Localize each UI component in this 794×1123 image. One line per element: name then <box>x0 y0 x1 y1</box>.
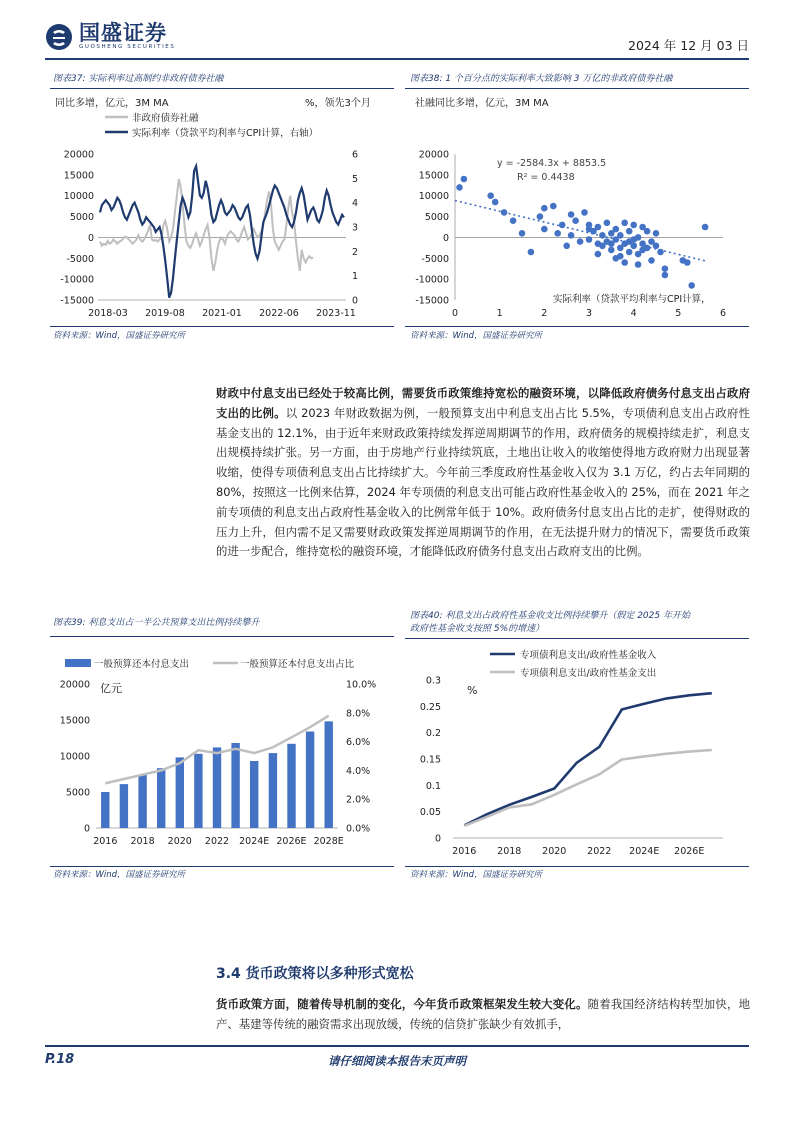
fig37-x-tick-2: 2021-01 <box>202 308 242 319</box>
fig39-bar-0 <box>101 792 109 828</box>
fig37-left-tick-6: 15000 <box>63 170 94 182</box>
fig38-x-tick-6: 6 <box>719 308 727 319</box>
fig37-chart <box>50 92 395 324</box>
fig38-point-14 <box>568 211 575 218</box>
fig40-title-line2: 政府性基金收支按照 5%的增速） <box>410 624 545 634</box>
fig38-point-61 <box>595 240 602 247</box>
fig39-bar-1 <box>120 784 128 828</box>
fig37-source-rule <box>50 326 394 327</box>
fig40-chart <box>405 642 750 864</box>
fig38-point-65 <box>608 240 615 247</box>
fig39-x-tick-12: 2028E <box>313 836 344 847</box>
fig39-left-tick-2: 10000 <box>59 751 90 763</box>
fig39-legend-label-1: 一般预算还本付息支出占比 <box>240 659 355 670</box>
fig37-left-tick-0: -15000 <box>60 295 94 307</box>
fig37-x-tick-3: 2022-06 <box>259 308 299 319</box>
fig37-title-rule <box>50 88 394 89</box>
fig37-left-tick-7: 20000 <box>63 149 94 161</box>
fig39-right-tick-3: 6.0% <box>346 737 371 749</box>
fig40-y-tick-4: 0.2 <box>425 728 441 740</box>
fig37-left-tick-2: -5000 <box>66 253 94 265</box>
fig40-x-tick-4: 2020 <box>542 846 567 857</box>
fig38-y-tick-6: 15000 <box>418 170 449 182</box>
footer-rule <box>45 1045 749 1047</box>
fig38-point-23 <box>595 251 602 258</box>
fig37-x-tick-0: 2018-03 <box>88 308 128 319</box>
fig37-legend-label-0: 非政府债券社融 <box>132 113 199 124</box>
fig39-bar-8 <box>250 761 258 828</box>
fig38-point-50 <box>648 257 655 264</box>
fig39-bar-5 <box>194 754 202 828</box>
fig38-x-tick-3: 3 <box>585 308 593 319</box>
fig40-y-tick-1: 0.05 <box>419 807 441 819</box>
fig38-y-tick-5: 10000 <box>418 191 449 203</box>
fig38-point-9 <box>541 226 548 233</box>
fig40-y-tick-3: 0.15 <box>419 754 441 766</box>
fig38-point-54 <box>662 272 669 279</box>
body-paragraph-2 <box>216 995 750 1035</box>
fig37-left-tick-3: 0 <box>87 232 94 244</box>
fig37-right-tick-2: 2 <box>352 246 359 258</box>
body-paragraph-2-text: 随着我国经济结构转型加快，地产、基建等传统的融资需求出现放缓，传统的信贷扩张缺少有效抓手， <box>216 997 750 1031</box>
logo-english-name: GUOSHENG SECURITIES <box>79 44 176 50</box>
fig38-point-7 <box>528 249 535 256</box>
fig38-point-17 <box>577 238 584 245</box>
fig37-right-tick-3: 3 <box>352 222 359 234</box>
fig38-point-45 <box>635 234 642 241</box>
fig38-point-6 <box>519 230 526 237</box>
logo-chinese-name: 国盛证券 <box>79 21 167 45</box>
fig37-right-tick-0: 0 <box>352 295 359 307</box>
fig38-y-tick-3: 0 <box>442 232 449 244</box>
body-paragraph-2-lead: 货币政策方面，随着传导机制的变化，今年货币政策框架发生较大变化。 <box>216 997 588 1011</box>
fig39-x-tick-4: 2020 <box>167 836 192 847</box>
fig40-legend-label-0: 专项债利息支出/政府性基金收入 <box>520 650 657 661</box>
fig38-x-tick-0: 0 <box>451 308 459 319</box>
fig38-point-59 <box>702 224 709 231</box>
fig38-point-40 <box>626 249 633 256</box>
fig38-title-rule <box>405 88 749 89</box>
fig39-right-tick-5: 10.0% <box>346 679 377 691</box>
fig38-point-29 <box>608 247 615 254</box>
fig37-right-tick-1: 1 <box>352 271 359 283</box>
fig38-point-66 <box>617 253 624 260</box>
fig39-title-rule <box>50 636 394 637</box>
fig39-right-tick-1: 2.0% <box>346 794 371 806</box>
fig38-point-55 <box>662 265 669 272</box>
fig40-source-rule <box>405 866 749 867</box>
fig40-source: 资料来源：Wind，国盛证券研究所 <box>410 870 543 880</box>
fig38-point-52 <box>653 243 660 250</box>
fig39-right-tick-4: 8.0% <box>346 708 371 720</box>
fig38-point-8 <box>537 213 544 220</box>
fig37-right-tick-5: 5 <box>352 173 359 185</box>
fig38-point-0 <box>456 184 463 191</box>
fig38-r-squared: R² = 0.4438 <box>517 172 575 183</box>
fig39-source: 资料来源：Wind，国盛证券研究所 <box>53 870 186 880</box>
fig39-title: 图表39: 利息支出占一半公共预算支出比例持续攀升 <box>53 618 260 628</box>
fig38-point-1 <box>461 176 468 183</box>
fig39-left-tick-1: 5000 <box>65 787 90 799</box>
fig38-y-tick-1: -10000 <box>415 274 449 286</box>
fig38-x-tick-2: 2 <box>541 308 548 319</box>
fig39-source-rule <box>50 866 394 867</box>
fig38-point-57 <box>684 259 691 266</box>
fig37-left-tick-1: -10000 <box>60 274 94 286</box>
fig38-point-2 <box>487 192 494 199</box>
fig39-bar-2 <box>138 775 146 828</box>
fig39-bar-9 <box>269 753 277 828</box>
fig39-bar-4 <box>176 757 184 828</box>
fig37-series-line-0 <box>100 179 313 271</box>
fig39-unit: 亿元 <box>100 682 122 695</box>
fig38-point-58 <box>688 282 695 289</box>
fig38-trend-equation: y = -2584.3x + 8853.5 <box>497 158 607 169</box>
fig39-x-tick-0: 2016 <box>93 836 118 847</box>
fig37-left-tick-5: 10000 <box>63 191 94 203</box>
header-rule <box>45 58 749 60</box>
fig38-x-tick-1: 1 <box>496 308 503 319</box>
fig40-x-tick-8: 2024E <box>629 846 660 857</box>
disclaimer-note: 请仔细阅读本报告末页声明 <box>328 1054 466 1068</box>
fig37-legend-label-1: 实际利率（贷款平均利率与CPI计算，右轴） <box>132 128 319 139</box>
fig38-point-37 <box>621 259 628 266</box>
fig40-x-tick-2: 2018 <box>497 846 522 857</box>
fig39-bar-11 <box>306 732 314 829</box>
fig38-unit: 社融同比多增，亿元，3M MA <box>415 98 549 109</box>
fig38-point-60 <box>635 261 642 268</box>
fig37-left-tick-4: 5000 <box>69 212 94 224</box>
fig38-point-11 <box>554 230 561 237</box>
page-number: P.18 <box>45 1052 75 1067</box>
fig39-x-tick-2: 2018 <box>130 836 155 847</box>
fig37-unit-right: %，领先3个月 <box>305 98 371 109</box>
fig38-point-39 <box>626 228 633 235</box>
fig38-point-5 <box>510 217 517 224</box>
fig38-point-62 <box>541 205 548 212</box>
fig39-right-tick-2: 4.0% <box>346 765 371 777</box>
fig38-point-63 <box>586 226 593 233</box>
fig38-title: 图表38: 1 个百分点的实际利率大致影响 3 万亿的非政府债券社融 <box>410 74 673 84</box>
fig38-source: 资料来源：Wind，国盛证券研究所 <box>410 331 543 341</box>
fig40-unit: % <box>467 684 478 697</box>
fig38-point-33 <box>617 232 624 239</box>
fig39-left-tick-3: 15000 <box>59 715 90 727</box>
body-paragraph-1-text: 以 2023 年财政数据为例，一般预算支出中利息支出占比 5.5%，专项债利息支出占政府性基金支出的 12.1%，由于近年来财政政策持续发挥逆周期调节的作用，政府债务的规模持续走扩，利息支出规模持续扩张。另一方面，由于房地产行业持续筑底，土地出让收入的收缩使得地方政府财力出现显著收缩，使得专项债利息支出占比持续扩大。今年前三季度政府性基金收入仅为 3.1 万亿，约占去年同期的 80%，按照这一比例来估算，2024 年专项债的利息支出可能占政府性基金收入的 25%，而在 2021 年之前专项债的利息支出占政府性基金收入的比例常年低于 10%。政府债务付息支出占比的走扩，使得财政的压力上升，但内需不足又需要财政政策发挥逆周期调节的作用，在无法提升财力的情况下，需要货币政策的进一步配合，维持宽松的融资环境，才能降低政府债务付息支出占政府支出的比例。 <box>216 405 750 559</box>
fig39-x-tick-6: 2022 <box>204 836 230 847</box>
fig39-left-tick-4: 20000 <box>59 679 90 691</box>
fig40-title-rule <box>405 638 749 639</box>
fig38-point-43 <box>630 222 637 229</box>
fig37-right-tick-4: 4 <box>352 198 359 210</box>
fig38-point-26 <box>604 220 611 227</box>
fig38-x-tick-4: 4 <box>630 308 637 319</box>
brand-logo <box>45 22 175 51</box>
fig39-x-tick-10: 2026E <box>276 836 307 847</box>
fig40-y-tick-2: 0.1 <box>425 780 441 792</box>
fig38-y-tick-7: 20000 <box>418 149 449 161</box>
fig38-point-67 <box>653 230 660 237</box>
fig38-y-tick-4: 5000 <box>424 212 449 224</box>
fig38-x-tick-5: 5 <box>675 308 682 319</box>
fig39-chart <box>50 642 395 864</box>
fig37-x-tick-4: 2023-11 <box>316 308 356 319</box>
fig38-point-22 <box>595 224 602 231</box>
fig39-bar-7 <box>231 743 239 828</box>
fig38-point-18 <box>581 209 588 216</box>
fig38-point-36 <box>621 220 628 227</box>
fig39-legend-label-0: 一般预算还本付息支出 <box>94 659 190 670</box>
logo-icon <box>45 23 73 51</box>
fig39-right-tick-0: 0.0% <box>346 823 371 835</box>
fig38-point-13 <box>563 243 570 250</box>
fig38-point-20 <box>586 236 593 243</box>
fig38-point-3 <box>492 199 499 206</box>
fig38-source-rule <box>405 326 749 327</box>
fig38-chart <box>405 92 750 324</box>
fig38-y-tick-2: -5000 <box>421 253 449 265</box>
report-date: 2024 年 12 月 03 日 <box>628 38 749 53</box>
fig40-x-tick-0: 2016 <box>452 846 477 857</box>
fig39-bar-6 <box>213 747 221 828</box>
fig39-bar-3 <box>157 768 165 828</box>
fig38-trend-line <box>455 200 705 260</box>
fig39-left-tick-0: 0 <box>83 823 90 835</box>
fig37-x-tick-1: 2019-08 <box>145 308 185 319</box>
fig40-y-tick-6: 0.3 <box>425 675 441 687</box>
body-paragraph-1-lead: 财政中付息支出已经处于较高比例，需要货币政策维持宽松的融资环境，以降低政府债务付息支出占政府支出的比例。 <box>216 386 750 420</box>
fig39-bar-10 <box>287 744 295 828</box>
fig40-y-tick-5: 0.25 <box>419 701 441 713</box>
section-title: 3.4 货币政策将以多种形式宽松 <box>216 966 414 982</box>
fig38-point-64 <box>639 224 646 231</box>
fig40-series-line-0 <box>464 693 712 825</box>
fig38-point-16 <box>572 217 579 224</box>
fig39-x-tick-8: 2024E <box>239 836 270 847</box>
fig37-unit-left: 同比多增，亿元，3M MA <box>55 98 169 109</box>
fig38-y-tick-0: -15000 <box>415 295 449 307</box>
fig40-series-line-1 <box>464 750 712 826</box>
fig40-x-tick-10: 2026E <box>674 846 705 857</box>
fig37-right-tick-6: 6 <box>352 149 359 161</box>
fig39-bar-12 <box>325 721 333 828</box>
fig40-y-tick-0: 0 <box>434 833 441 845</box>
fig38-x-label: 实际利率（贷款平均利率与CPI计算， <box>553 294 711 305</box>
fig39-legend-swatch-0 <box>65 659 91 667</box>
fig37-series-line-1 <box>100 166 344 297</box>
fig38-point-10 <box>550 203 557 210</box>
fig38-point-12 <box>559 222 566 229</box>
fig37-title: 图表37: 实际利率过高制约非政府债券社融 <box>53 74 224 84</box>
fig40-legend-label-1: 专项债利息支出/政府性基金支出 <box>520 668 657 679</box>
fig38-point-32 <box>613 226 620 233</box>
fig40-title-line1: 图表40: 利息支出占政府性基金收支比例持续攀升（假定 2025 年开始 <box>410 611 690 621</box>
fig40-x-tick-6: 2022 <box>587 846 612 857</box>
fig37-source: 资料来源：Wind，国盛证券研究所 <box>53 331 186 341</box>
fig38-point-15 <box>568 232 575 239</box>
body-paragraph-1 <box>216 384 750 562</box>
